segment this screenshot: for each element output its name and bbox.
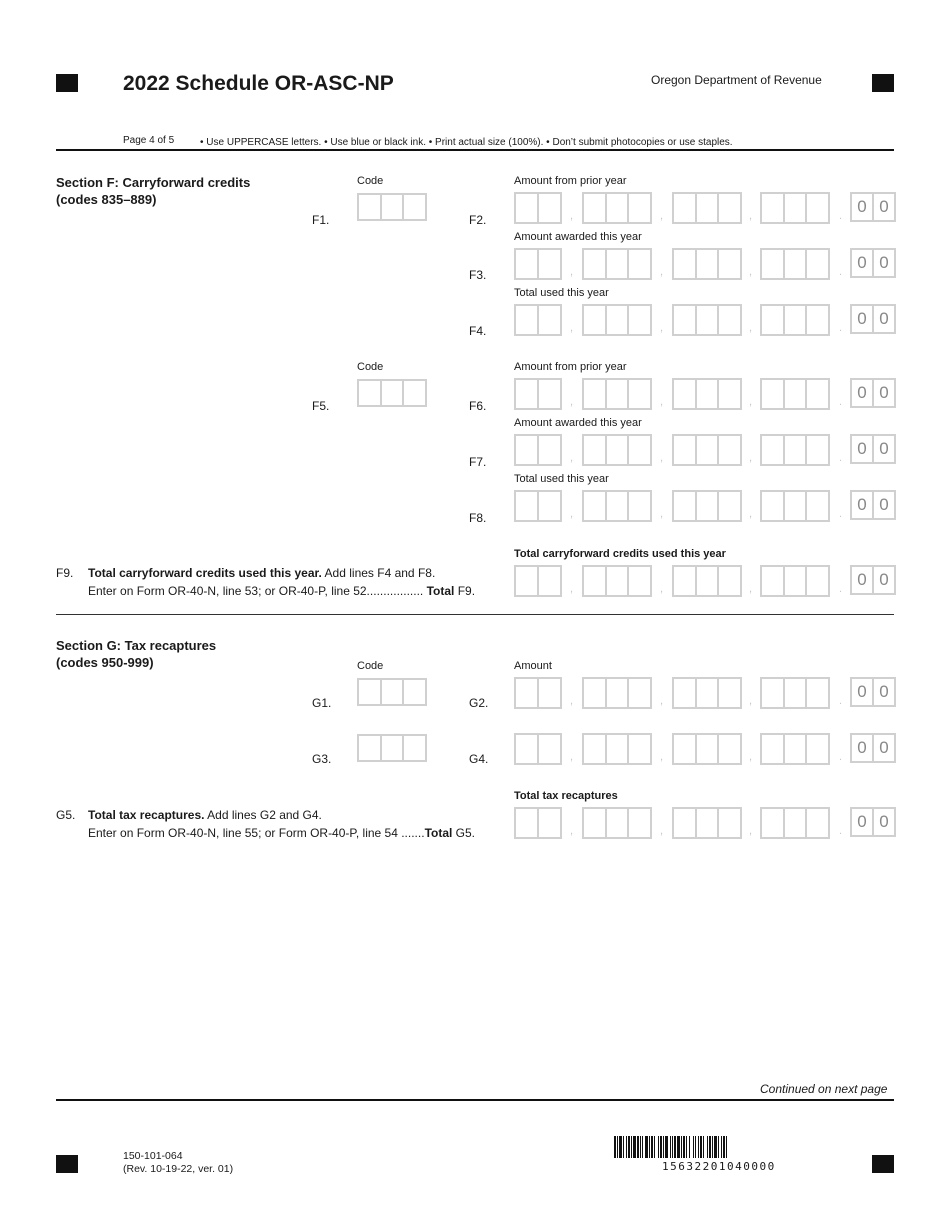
f1-code-label: Code <box>357 175 384 187</box>
line-g1-label: G1. <box>312 696 332 710</box>
continued-note: Continued on next page <box>760 1082 888 1096</box>
registration-mark-bottom-right <box>872 1155 894 1173</box>
f9-field-label: Total carryforward credits used this year <box>514 548 726 560</box>
page-number: Page 4 of 5 <box>123 135 175 146</box>
line-f1-label: F1. <box>312 213 330 227</box>
f3-amount-input[interactable]: , , , . 0 0 <box>514 248 898 280</box>
f2-amount-label: Amount from prior year <box>514 175 627 187</box>
g4-amount-input[interactable]: , , , . 0 0 <box>514 733 898 765</box>
g5-total-input[interactable]: , , , . 0 0 <box>514 807 898 839</box>
form-title: 2022 Schedule OR-ASC-NP <box>123 72 394 95</box>
f6-amount-label: Amount from prior year <box>514 361 627 373</box>
section-divider <box>56 614 894 615</box>
f6-amount-input[interactable]: , , , . 0 0 <box>514 378 898 410</box>
form-number: 150-101-064 <box>123 1150 183 1162</box>
g5-field-label: Total tax recaptures <box>514 790 618 802</box>
f7-cents: 0 0 <box>850 434 896 464</box>
line-f9-label: F9. <box>56 566 74 580</box>
f7-amount-label: Amount awarded this year <box>514 417 642 429</box>
f6-cents: 0 0 <box>850 378 896 408</box>
line-f4-label: F4. <box>469 324 487 338</box>
f8-cents: 0 0 <box>850 490 896 520</box>
line-f2-label: F2. <box>469 213 487 227</box>
g5-description: Total tax recaptures. Add lines G2 and G4. Enter on Form OR-40-N, line 55; or Form OR-40-P, line 54 .......Total G5. <box>88 808 476 840</box>
line-f3-label: F3. <box>469 268 487 282</box>
registration-mark-top-right <box>872 74 894 92</box>
g3-code-input[interactable] <box>357 734 427 762</box>
g1-code-input[interactable] <box>357 678 427 706</box>
section-f-codes: (codes 835–889) <box>56 192 157 207</box>
f4-amount-input[interactable]: , , , . 0 0 <box>514 304 898 336</box>
registration-mark-top-left <box>56 74 78 92</box>
line-g3-label: G3. <box>312 752 332 766</box>
f8-amount-input[interactable]: , , , . 0 0 <box>514 490 898 522</box>
f2-cents: 0 0 <box>850 192 896 222</box>
form-instructions: • Use UPPERCASE letters. • Use blue or black ink. • Print actual size (100%). • Don’t submit photocopies or use staples. <box>200 137 733 148</box>
barcode-number: 15632201040000 <box>662 1160 776 1173</box>
f2-amount-input[interactable]: , , , . 0 0 <box>514 192 898 224</box>
f4-amount-label: Total used this year <box>514 287 609 299</box>
footer-divider <box>56 1099 894 1101</box>
g1-code-label: Code <box>357 660 384 672</box>
line-g5-label: G5. <box>56 808 76 822</box>
g2-cents: 0 0 <box>850 677 896 707</box>
f3-cents: 0 0 <box>850 248 896 278</box>
section-g-codes: (codes 950-999) <box>56 655 154 670</box>
form-id <box>123 1150 233 1176</box>
f9-total-input[interactable]: , , , . 0 0 <box>514 565 898 597</box>
f7-amount-input[interactable]: , , , . 0 0 <box>514 434 898 466</box>
f3-amount-label: Amount awarded this year <box>514 231 642 243</box>
f5-code-input[interactable] <box>357 379 427 407</box>
section-f-title: Section F: Carryforward credits <box>56 175 251 190</box>
form-revision: (Rev. 10-19-22, ver. 01) <box>123 1163 234 1175</box>
section-g-title: Section G: Tax recaptures <box>56 638 217 653</box>
line-f6-label: F6. <box>469 399 487 413</box>
g2-amount-input[interactable]: , , , . 0 0 <box>514 677 898 709</box>
section-g-heading <box>56 637 216 671</box>
f8-amount-label: Total used this year <box>514 473 609 485</box>
g2-amount-label: Amount <box>514 660 552 672</box>
barcode-graphic <box>614 1136 826 1158</box>
line-g4-label: G4. <box>469 752 489 766</box>
f5-code-label: Code <box>357 361 384 373</box>
f9-cents: 0 0 <box>850 565 896 595</box>
g5-cents: 0 0 <box>850 807 896 837</box>
f9-description: Total carryforward credits used this year. Add lines F4 and F8. Enter on Form OR-40-N, line 53; or OR-40-P, line 52................. Total F9. <box>88 566 476 598</box>
header-divider <box>56 149 894 151</box>
g4-cents: 0 0 <box>850 733 896 763</box>
line-f7-label: F7. <box>469 455 487 469</box>
section-f-heading <box>56 174 250 208</box>
agency-name: Oregon Department of Revenue <box>651 73 822 87</box>
line-f5-label: F5. <box>312 399 330 413</box>
line-g2-label: G2. <box>469 696 489 710</box>
registration-mark-bottom-left <box>56 1155 78 1173</box>
f1-code-input[interactable] <box>357 193 427 221</box>
f4-cents: 0 0 <box>850 304 896 334</box>
line-f8-label: F8. <box>469 511 487 525</box>
